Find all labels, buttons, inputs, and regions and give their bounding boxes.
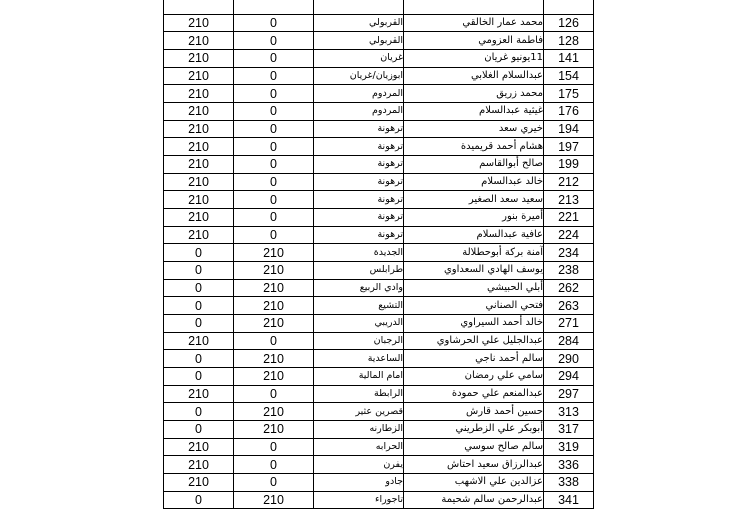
name-cell: حسين أحمد قارش <box>404 403 544 421</box>
name-cell: عزالدين علي الاشهب <box>404 474 544 492</box>
table-row <box>164 138 594 156</box>
name-cell: صالح أبوالقاسم <box>404 156 544 174</box>
name-cell: سامي علي رمضان <box>404 368 544 386</box>
city-cell: الرابطة <box>314 385 404 403</box>
amount-b-cell: 0 <box>234 191 314 209</box>
amount-b-cell: 0 <box>234 32 314 50</box>
id-cell: 175 <box>544 85 594 103</box>
city-cell: الجديدة <box>314 244 404 262</box>
id-cell: 294 <box>544 368 594 386</box>
amount-b-cell: 210 <box>234 244 314 262</box>
name-cell: محمد زريق <box>404 85 544 103</box>
id-cell: 290 <box>544 350 594 368</box>
amount-b-cell: 0 <box>234 438 314 456</box>
amount-b-cell: 210 <box>234 315 314 333</box>
id-cell: 284 <box>544 332 594 350</box>
table-row <box>164 156 594 174</box>
name-cell: خالد عبدالسلام <box>404 173 544 191</box>
amount-a-cell: 0 <box>164 421 234 439</box>
name-cell: عبدالسلام الغلابي <box>404 67 544 85</box>
amount-b-cell: 210 <box>234 350 314 368</box>
amount-a-cell: 210 <box>164 332 234 350</box>
name-cell: يوسف الهادي السعداوي <box>404 262 544 280</box>
name-cell <box>404 0 544 14</box>
name-cell: عبدالرزاق سعيد احتاش <box>404 456 544 474</box>
name-cell: خالد أحمد السيراوي <box>404 315 544 333</box>
city-cell: ترهونة <box>314 209 404 227</box>
id-cell: 141 <box>544 50 594 68</box>
id-cell: 313 <box>544 403 594 421</box>
name-cell: سالم أحمد ناجي <box>404 350 544 368</box>
table-row <box>164 279 594 297</box>
city-cell: غريان <box>314 50 404 68</box>
id-cell: 262 <box>544 279 594 297</box>
city-cell: تاجوراء <box>314 491 404 509</box>
table-row <box>164 32 594 50</box>
city-cell: امام المالية <box>314 368 404 386</box>
amount-a-cell: 0 <box>164 244 234 262</box>
city-cell: ترهونة <box>314 156 404 174</box>
amount-a-cell: 210 <box>164 226 234 244</box>
name-cell: سالم صالح سوسي <box>404 438 544 456</box>
table-row <box>164 103 594 121</box>
id-cell: 176 <box>544 103 594 121</box>
table-row <box>164 385 594 403</box>
amount-a-cell: 0 <box>164 297 234 315</box>
amount-b-cell <box>234 0 314 14</box>
table-row <box>164 67 594 85</box>
table-row <box>164 173 594 191</box>
city-cell: القربولي <box>314 14 404 32</box>
city-cell: الحرابه <box>314 438 404 456</box>
id-cell: 213 <box>544 191 594 209</box>
table-row <box>164 50 594 68</box>
document-sheet <box>163 0 593 509</box>
table-row <box>164 403 594 421</box>
table-row <box>164 209 594 227</box>
id-cell: 338 <box>544 474 594 492</box>
amount-a-cell: 210 <box>164 67 234 85</box>
city-cell: ترهونة <box>314 120 404 138</box>
city-cell: ترهونة <box>314 138 404 156</box>
amount-a-cell: 0 <box>164 368 234 386</box>
amount-a-cell: 210 <box>164 173 234 191</box>
amount-b-cell: 0 <box>234 14 314 32</box>
table-row <box>164 226 594 244</box>
id-cell: 336 <box>544 456 594 474</box>
amount-a-cell: 210 <box>164 385 234 403</box>
amount-a-cell: 0 <box>164 279 234 297</box>
table-row <box>164 332 594 350</box>
name-cell: محمد عمار الخالقي <box>404 14 544 32</box>
city-cell: القربولي <box>314 32 404 50</box>
id-cell: 197 <box>544 138 594 156</box>
table-row <box>164 350 594 368</box>
amount-a-cell: 210 <box>164 438 234 456</box>
amount-b-cell: 0 <box>234 456 314 474</box>
id-cell: 238 <box>544 262 594 280</box>
amount-b-cell: 0 <box>234 173 314 191</box>
city-cell: الساعدية <box>314 350 404 368</box>
amount-b-cell: 0 <box>234 385 314 403</box>
city-cell: التشيع <box>314 297 404 315</box>
amount-a-cell: 0 <box>164 262 234 280</box>
table-row <box>164 85 594 103</box>
table-row <box>164 262 594 280</box>
city-cell: قصرين عثير <box>314 403 404 421</box>
table-row <box>164 368 594 386</box>
amount-b-cell: 0 <box>234 332 314 350</box>
name-cell: فاطمة العزومي <box>404 32 544 50</box>
name-cell: أبلي الحبيشي <box>404 279 544 297</box>
amount-b-cell: 210 <box>234 279 314 297</box>
city-cell: المردوم <box>314 103 404 121</box>
amount-a-cell <box>164 0 234 14</box>
city-cell: ابوزيان/غريان <box>314 67 404 85</box>
amount-b-cell: 210 <box>234 421 314 439</box>
amount-b-cell: 210 <box>234 297 314 315</box>
amount-a-cell: 210 <box>164 32 234 50</box>
city-cell: يفرن <box>314 456 404 474</box>
amount-a-cell: 210 <box>164 103 234 121</box>
table-row <box>164 315 594 333</box>
table-row <box>164 456 594 474</box>
city-cell: الرجبان <box>314 332 404 350</box>
amount-b-cell: 0 <box>234 120 314 138</box>
city-cell: وادي الربيع <box>314 279 404 297</box>
id-cell: 154 <box>544 67 594 85</box>
city-cell: ترهونة <box>314 173 404 191</box>
name-cell: غيثية عبدالسلام <box>404 103 544 121</box>
id-cell: 199 <box>544 156 594 174</box>
id-cell: 224 <box>544 226 594 244</box>
table-row <box>164 120 594 138</box>
id-cell: 221 <box>544 209 594 227</box>
amount-a-cell: 210 <box>164 138 234 156</box>
id-cell: 319 <box>544 438 594 456</box>
name-cell: عبدالجليل علي الحرشاوي <box>404 332 544 350</box>
city-cell: طرابلس <box>314 262 404 280</box>
amount-a-cell: 210 <box>164 209 234 227</box>
id-cell: 234 <box>544 244 594 262</box>
amount-b-cell: 0 <box>234 67 314 85</box>
amount-a-cell: 210 <box>164 120 234 138</box>
name-cell: خيري سعد <box>404 120 544 138</box>
name-cell: عبدالمنعم علي حمودة <box>404 385 544 403</box>
city-cell: الدريبي <box>314 315 404 333</box>
name-cell: سعيد سعد الصغير <box>404 191 544 209</box>
id-cell: 317 <box>544 421 594 439</box>
amount-b-cell: 210 <box>234 262 314 280</box>
amount-a-cell: 0 <box>164 315 234 333</box>
amount-a-cell: 210 <box>164 191 234 209</box>
city-cell: المردوم <box>314 85 404 103</box>
amount-a-cell: 0 <box>164 491 234 509</box>
amount-a-cell: 0 <box>164 350 234 368</box>
table-row <box>164 491 594 509</box>
table-body <box>164 0 594 509</box>
table-row <box>164 0 594 14</box>
amount-a-cell: 210 <box>164 50 234 68</box>
amount-b-cell: 0 <box>234 138 314 156</box>
id-cell: 341 <box>544 491 594 509</box>
table-row <box>164 438 594 456</box>
amount-a-cell: 210 <box>164 156 234 174</box>
name-cell: عافية عبدالسلام <box>404 226 544 244</box>
city-cell: ترهونة <box>314 191 404 209</box>
amount-a-cell: 0 <box>164 403 234 421</box>
amount-b-cell: 0 <box>234 209 314 227</box>
city-cell: الزطارنه <box>314 421 404 439</box>
id-cell <box>544 0 594 14</box>
amount-a-cell: 210 <box>164 85 234 103</box>
amount-b-cell: 0 <box>234 85 314 103</box>
table-row <box>164 191 594 209</box>
name-cell: 11يونيو غريان <box>404 50 544 68</box>
id-cell: 194 <box>544 120 594 138</box>
amount-b-cell: 210 <box>234 491 314 509</box>
name-cell: أبوبكر علي الزطريني <box>404 421 544 439</box>
amount-b-cell: 0 <box>234 50 314 68</box>
amount-a-cell: 210 <box>164 474 234 492</box>
amount-b-cell: 0 <box>234 156 314 174</box>
city-cell: ترهونة <box>314 226 404 244</box>
id-cell: 263 <box>544 297 594 315</box>
id-cell: 128 <box>544 32 594 50</box>
id-cell: 297 <box>544 385 594 403</box>
table-row <box>164 421 594 439</box>
id-cell: 212 <box>544 173 594 191</box>
city-cell <box>314 0 404 14</box>
name-cell: أميرة بنور <box>404 209 544 227</box>
name-cell: فتحي الصناني <box>404 297 544 315</box>
id-cell: 271 <box>544 315 594 333</box>
table-row <box>164 474 594 492</box>
city-cell: جادو <box>314 474 404 492</box>
id-cell: 126 <box>544 14 594 32</box>
amount-b-cell: 210 <box>234 403 314 421</box>
name-cell: عبدالرحمن سالم شحيمة <box>404 491 544 509</box>
table-row <box>164 297 594 315</box>
amount-a-cell: 210 <box>164 456 234 474</box>
table-row <box>164 244 594 262</box>
amount-b-cell: 0 <box>234 474 314 492</box>
amount-b-cell: 0 <box>234 226 314 244</box>
name-cell: آمنة بركة أبوحطلالة <box>404 244 544 262</box>
amount-b-cell: 0 <box>234 103 314 121</box>
data-table <box>163 0 594 509</box>
name-cell: هشام أحمد قريميدة <box>404 138 544 156</box>
table-row <box>164 14 594 32</box>
amount-b-cell: 210 <box>234 368 314 386</box>
amount-a-cell: 210 <box>164 14 234 32</box>
